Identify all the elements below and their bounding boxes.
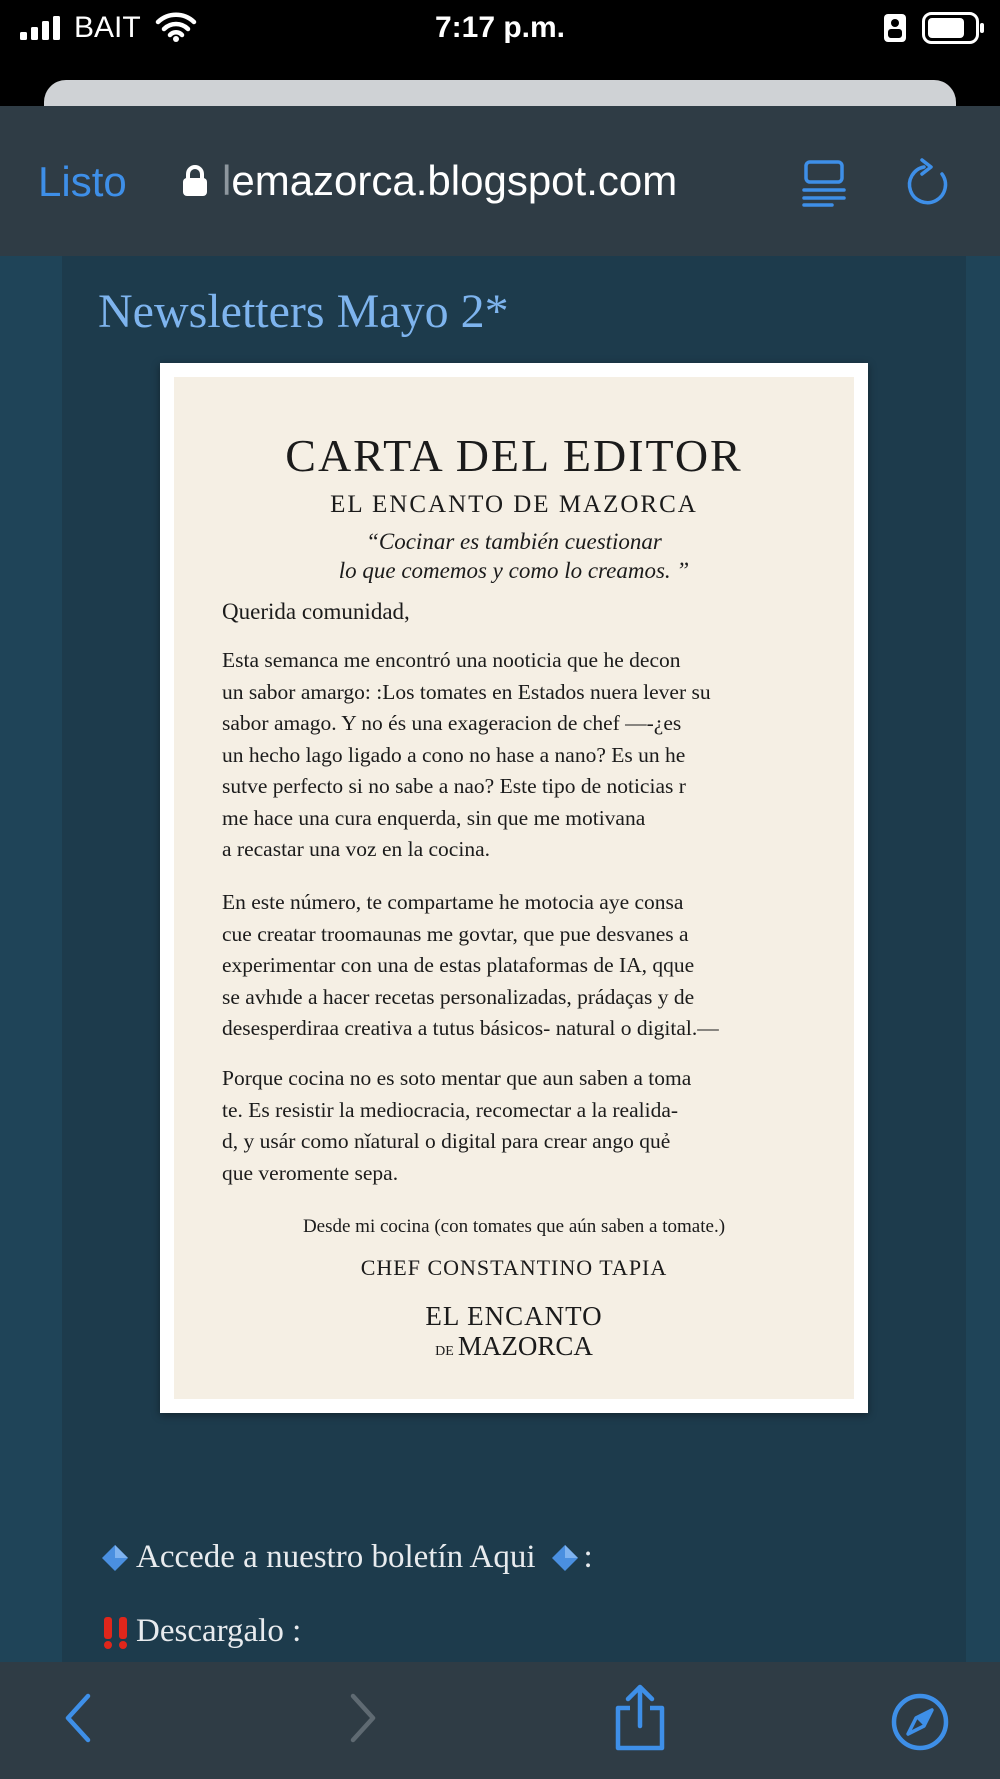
letter-brand-line-1: EL ENCANTO [425,1301,603,1331]
address-bar[interactable] [182,156,677,206]
browser-toolbar [0,1662,1000,1779]
url-faded-text: l [222,157,232,204]
chevron-right-icon[interactable] [345,1690,381,1746]
letter-paragraph-3: Porque cocina no es soto mentar que aun saben a toma te. Es resistir la mediocracia, recomectar a la realida- d, y usár como nǐatural o digital para crear ango quẻ que veromente sepa. [222,1066,692,1185]
post-title[interactable]: Newsletters Mayo 2* [98,285,509,338]
carrier-name: BAIT [74,11,141,44]
share-icon[interactable] [612,1684,668,1752]
download-text: Descargalo : [136,1613,302,1649]
quote-line-2: lo que comemos y como lo creamos. ” [338,558,690,583]
lock-icon [182,165,208,197]
access-text: Accede a nuestro boletín Aqui [136,1539,536,1575]
letter-chef-name: CHEF CONSTANTINO TAPIA [360,1255,668,1280]
letter-quote [174,527,854,585]
editor-letter [174,377,854,1399]
brand-mazorca: MAZORCA [457,1331,593,1361]
letter-paragraph-2: En este número, te compartame he motocia aye consa cue creatar troomaunas me govtar, que pue desvanes a experimentar con una de estas plataformas de IA, qque se avhıde a hacer recetas personalizadas, prádaças y de desesperdiraa creativa a tutus básicos- natural o digital.— [222,890,719,1040]
letter-title: CARTA DEL EDITOR [285,430,743,481]
newsletter-image[interactable] [160,363,868,1413]
letter-greeting: Querida comunidad, [222,599,410,624]
clock: 7:17 p.m. [434,11,566,44]
status-bar [0,0,1000,60]
web-content[interactable] [0,256,1000,1662]
compass-icon[interactable] [890,1692,950,1752]
double-exclamation-icon [100,1615,132,1649]
browser-sheet [0,106,1000,1779]
url-text: emazorca.blogspot.com [231,157,678,204]
letter-brand-line-2 [174,1331,854,1362]
blue-diamond-icon [100,1543,130,1573]
battery-icon [922,12,986,44]
reader-mode-icon[interactable] [802,160,848,206]
chevron-left-icon[interactable] [60,1690,96,1746]
done-button[interactable]: Listo [38,158,127,205]
reload-icon[interactable] [906,158,952,208]
blue-diamond-icon [550,1543,580,1573]
quote-line-1: “Cocinar es también cuestionar [366,529,662,554]
browser-top-bar [0,106,1000,256]
brand-de: DE [435,1344,454,1359]
download-line [100,1613,301,1650]
orientation-lock-icon [884,14,908,42]
access-suffix: : [583,1539,593,1575]
letter-paragraph-1: Esta semanca me encontró una nooticia que he decon un sabor amargo: :Los tomates en Estados nuera lever su sabor amago. Y no és una exageracion de chef —-¿es un hecho lago ligado a cono no hase a nano? Es un he sutve perfecto si no sabe a nao? Este tipo de noticias r me hace una cura enquerda, sin que me motivana a recastar una voz en la cocina. [222,648,711,861]
letter-signoff: Desde mi cocina (con tomates que aún saben a tomate.) [302,1216,726,1237]
letter-subtitle: EL ENCANTO DE MAZORCA [330,491,698,518]
access-line [100,1539,593,1576]
